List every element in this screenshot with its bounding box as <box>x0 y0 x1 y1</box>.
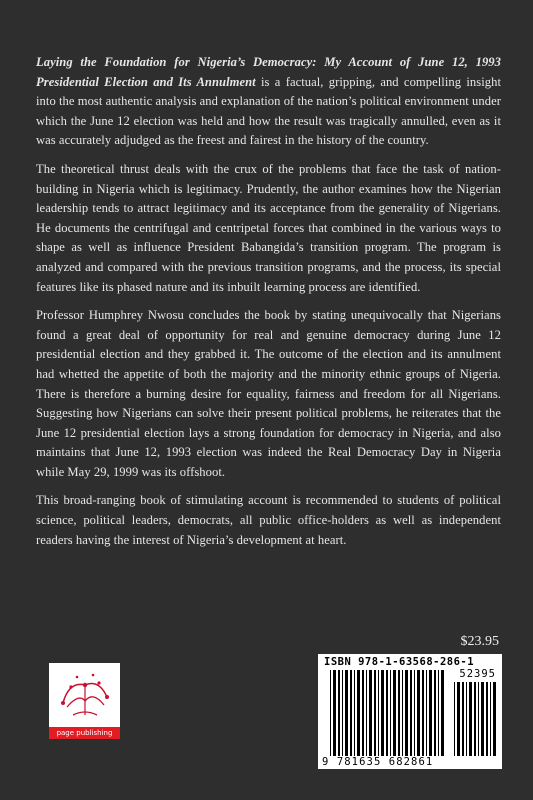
blurb-paragraph-4: This broad-ranging book of stimulating account is recommended to students of political science, political leaders, democrats, all public office-holders as well as independent readers having the interest of Nigeria’s development at heart. <box>36 493 501 547</box>
blurb-paragraph-2: The theoretical thrust deals with the crux of the problems that face the task of nation-building in Nigeria which is legitimacy. Prudently, the author examines how the Nigerian leadership tends to attract legitimacy and its acceptance from the generality of Nigerians. He documents the centrifugal and centripetal forces that combined in the various ways to shape as well as influence President Babangida’s transition program. The program is analyzed and compared with the previous transition programs, and the process, its special features like its phased nature and its inbuilt learning process are identified. <box>36 161 501 294</box>
barcode-addon-digits: 52395 <box>459 668 496 680</box>
isbn-barcode <box>318 654 502 769</box>
publisher-logo <box>49 663 120 739</box>
price-label: $23.95 <box>460 634 499 649</box>
blurb-paragraph-1 <box>36 53 501 151</box>
blurb-paragraph-1-text: is a factual, gripping, and compelling insight into the most authentic analysis and explanation of the nation’s political environment under which the June 12 election was held and how the result was tragically annulled, even as it was accurately adjudged as the freest and fairest in the history of the country. <box>36 74 502 148</box>
blurb-paragraph-3: Professor Humphrey Nwosu concludes the book by stating unequivocally that Nigerians found a great deal of opportunity for real and genuine democracy during June 12 presidential election and they grabbed it. The outcome of the election and its annulment had whetted the appetite of both the majority and the minority ethnic groups of Nigeria. There is therefore a burning desire for equality, fairness and freedom for all Nigerians. Suggesting how Nigerians can solve their present political problems, he reiterates that the June 12 presidential election lays a strong foundation for democracy in Nigeria, and also maintains that June 12, 1993 election was indeed the Real Democracy Day in Nigeria while May 29, 1999 was its offshoot. <box>36 308 501 479</box>
isbn-number: ISBN 978-1-63568-286-1 <box>324 656 475 668</box>
book-title: Laying the Foundation for Nigeria’s Democracy: My Account of June 12, 1993 Presidential Election and Its Annulment <box>36 55 501 89</box>
barcode-digits: 9 781635 682861 <box>322 756 434 768</box>
publisher-logo-icon <box>49 663 120 727</box>
back-cover-blurb <box>36 53 501 559</box>
publisher-name: page publishing <box>49 727 120 739</box>
